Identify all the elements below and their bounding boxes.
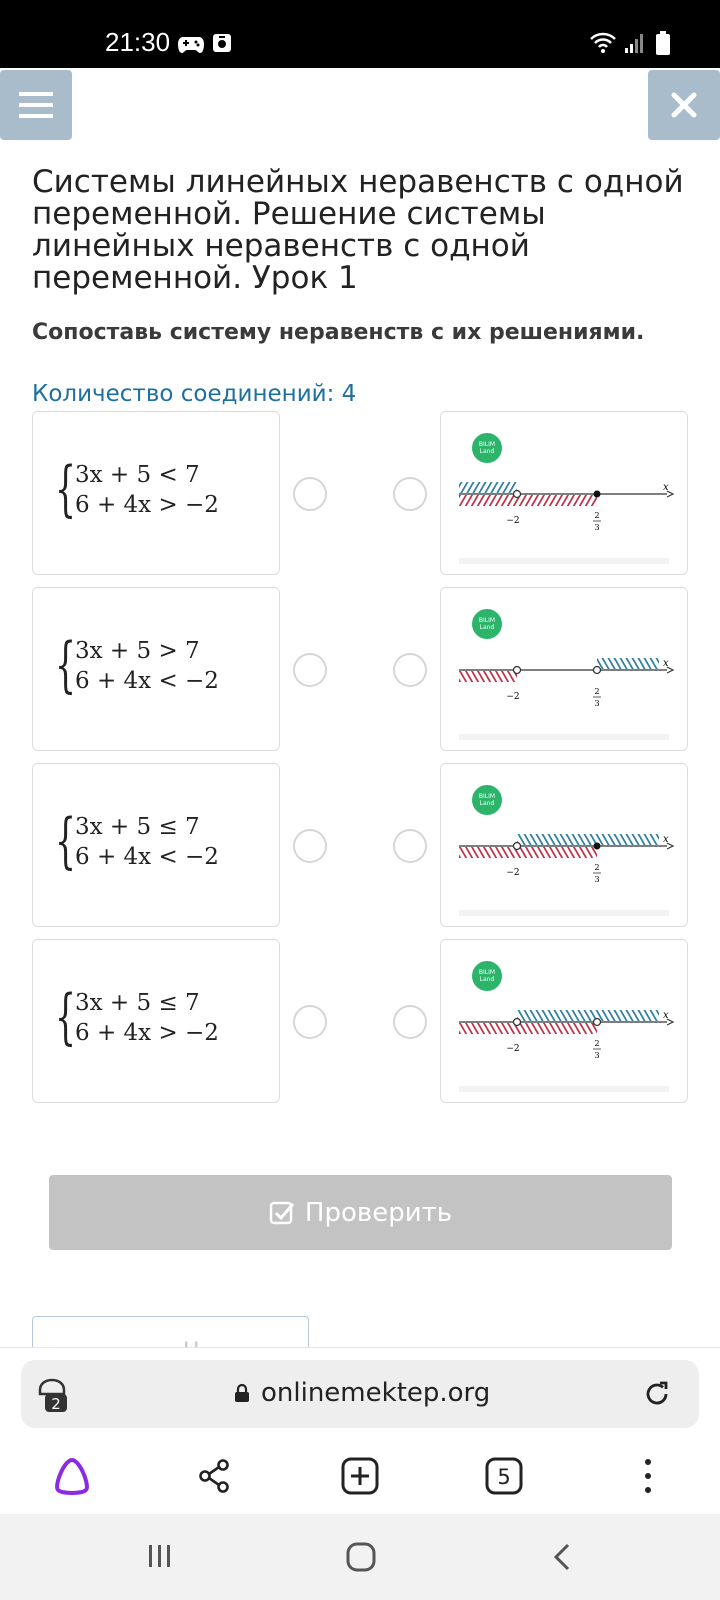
blue-hatch <box>459 482 517 493</box>
blue-hatch <box>517 1010 659 1021</box>
inequality-line-1: 3x + 5 > 7 <box>75 638 200 664</box>
brace: { <box>55 806 77 876</box>
lock-icon <box>234 1383 250 1403</box>
logo-text-2: Land <box>479 624 495 631</box>
inequality-card-2[interactable] <box>32 587 280 751</box>
bilim-land-logo <box>472 785 502 815</box>
axis-label: x <box>663 1010 669 1021</box>
logo-text-1: BILIM <box>478 617 496 624</box>
point-b-numerator: 2 <box>594 511 600 520</box>
connections-count: Количество соединений: 4 <box>32 381 357 407</box>
point-b-denominator: 3 <box>594 1051 600 1060</box>
menu-button[interactable] <box>0 70 72 140</box>
url-text[interactable]: onlinemektep.org <box>261 1378 491 1408</box>
alice-assistant-icon[interactable] <box>50 1456 94 1496</box>
home-icon[interactable] <box>346 1542 376 1572</box>
page-title: Системы линейных неравенств с одной переменной. Решение системы линейных неравенств с одной переменной. Урок 1 <box>32 164 684 296</box>
blue-hatch <box>517 834 659 845</box>
right-connector-3[interactable] <box>393 829 427 863</box>
blue-hatch <box>597 658 659 669</box>
inequality-line-2: 6 + 4x < −2 <box>75 668 219 694</box>
point-b-denominator: 3 <box>594 523 600 532</box>
check-button-label: Проверить <box>304 1197 453 1228</box>
inequality-card-3[interactable] <box>32 763 280 927</box>
logo-text-2: Land <box>479 448 495 455</box>
point-b-denominator: 3 <box>594 875 600 884</box>
right-connector-1[interactable] <box>393 477 427 511</box>
red-hatch <box>459 671 517 682</box>
logo-text-1: BILIM <box>478 441 496 448</box>
bilim-land-logo <box>472 433 502 463</box>
red-hatch <box>459 1023 597 1034</box>
axis-label: x <box>663 834 669 845</box>
red-hatch <box>459 847 597 858</box>
inequality-line-2: 6 + 4x > −2 <box>75 1020 219 1046</box>
brace: { <box>55 630 77 700</box>
inequality-line-1: 3x + 5 ≤ 7 <box>75 990 200 1016</box>
closed-point <box>594 491 601 498</box>
check-square-icon <box>269 1200 295 1226</box>
number-line-4 <box>441 940 687 1102</box>
axis-label: x <box>663 658 669 669</box>
point-b-numerator: 2 <box>594 863 600 872</box>
point-b-numerator: 2 <box>594 687 600 696</box>
open-point <box>514 843 521 850</box>
solution-card-2[interactable] <box>440 587 688 751</box>
open-point <box>514 491 521 498</box>
point-b-numerator: 2 <box>594 1039 600 1048</box>
close-icon <box>670 91 698 119</box>
left-connector-3[interactable] <box>293 829 327 863</box>
point-a-label: −2 <box>506 868 520 878</box>
inequality-card-4[interactable] <box>32 939 280 1103</box>
bilim-land-logo <box>472 609 502 639</box>
inequality-line-1: 3x + 5 < 7 <box>75 462 200 488</box>
open-point <box>594 1019 601 1026</box>
tabs-count: 5 <box>497 1465 511 1489</box>
share-icon[interactable] <box>196 1458 232 1494</box>
left-connector-4[interactable] <box>293 1005 327 1039</box>
tabs-counter-icon[interactable] <box>484 1456 524 1496</box>
open-point <box>594 667 601 674</box>
number-line-1 <box>441 412 687 574</box>
back-icon[interactable] <box>552 1542 572 1572</box>
left-connector-1[interactable] <box>293 477 327 511</box>
recent-apps-icon[interactable] <box>147 1543 173 1569</box>
point-b-denominator: 3 <box>594 699 600 708</box>
inequality-line-2: 6 + 4x < −2 <box>75 844 219 870</box>
axis-label: x <box>663 482 669 493</box>
closed-point <box>594 843 601 850</box>
wifi-icon <box>589 30 617 54</box>
right-connector-2[interactable] <box>393 653 427 687</box>
gamepad-icon <box>178 35 204 53</box>
point-a-label: −2 <box>506 692 520 702</box>
logo-text-1: BILIM <box>478 793 496 800</box>
hamburger-menu-icon <box>19 91 53 119</box>
left-connector-2[interactable] <box>293 653 327 687</box>
inequality-card-1[interactable] <box>32 411 280 575</box>
right-connector-4[interactable] <box>393 1005 427 1039</box>
logo-text-2: Land <box>479 800 495 807</box>
solution-card-3[interactable] <box>440 763 688 927</box>
inequality-line-2: 6 + 4x > −2 <box>75 492 219 518</box>
check-button[interactable] <box>49 1175 672 1250</box>
number-line-3 <box>441 764 687 926</box>
open-point <box>514 667 521 674</box>
screen-record-icon <box>212 33 232 53</box>
open-point <box>514 1019 521 1026</box>
brace: { <box>55 982 77 1052</box>
brace: { <box>55 454 77 524</box>
logo-text-2: Land <box>479 976 495 983</box>
bilim-land-logo <box>472 961 502 991</box>
close-button[interactable] <box>648 70 720 140</box>
logo-text-1: BILIM <box>478 969 496 976</box>
task-instruction: Сопоставь систему неравенств с их решениями. <box>32 320 645 345</box>
more-options-icon[interactable] <box>641 1456 655 1496</box>
battery-icon <box>656 31 670 55</box>
signal-icon <box>624 32 646 54</box>
new-tab-icon[interactable] <box>340 1456 380 1496</box>
tab-badge: 2 <box>51 1395 61 1413</box>
reload-icon[interactable] <box>643 1380 671 1408</box>
point-a-label: −2 <box>506 516 520 526</box>
status-bar <box>0 0 720 68</box>
number-line-2 <box>441 588 687 750</box>
point-a-label: −2 <box>506 1044 520 1054</box>
tab-groups-icon[interactable] <box>34 1376 72 1414</box>
solution-card-1[interactable] <box>440 411 688 575</box>
red-hatch <box>459 495 597 506</box>
status-time: 21:30 <box>105 27 171 57</box>
inequality-line-1: 3x + 5 ≤ 7 <box>75 814 200 840</box>
solution-card-4[interactable] <box>440 939 688 1103</box>
